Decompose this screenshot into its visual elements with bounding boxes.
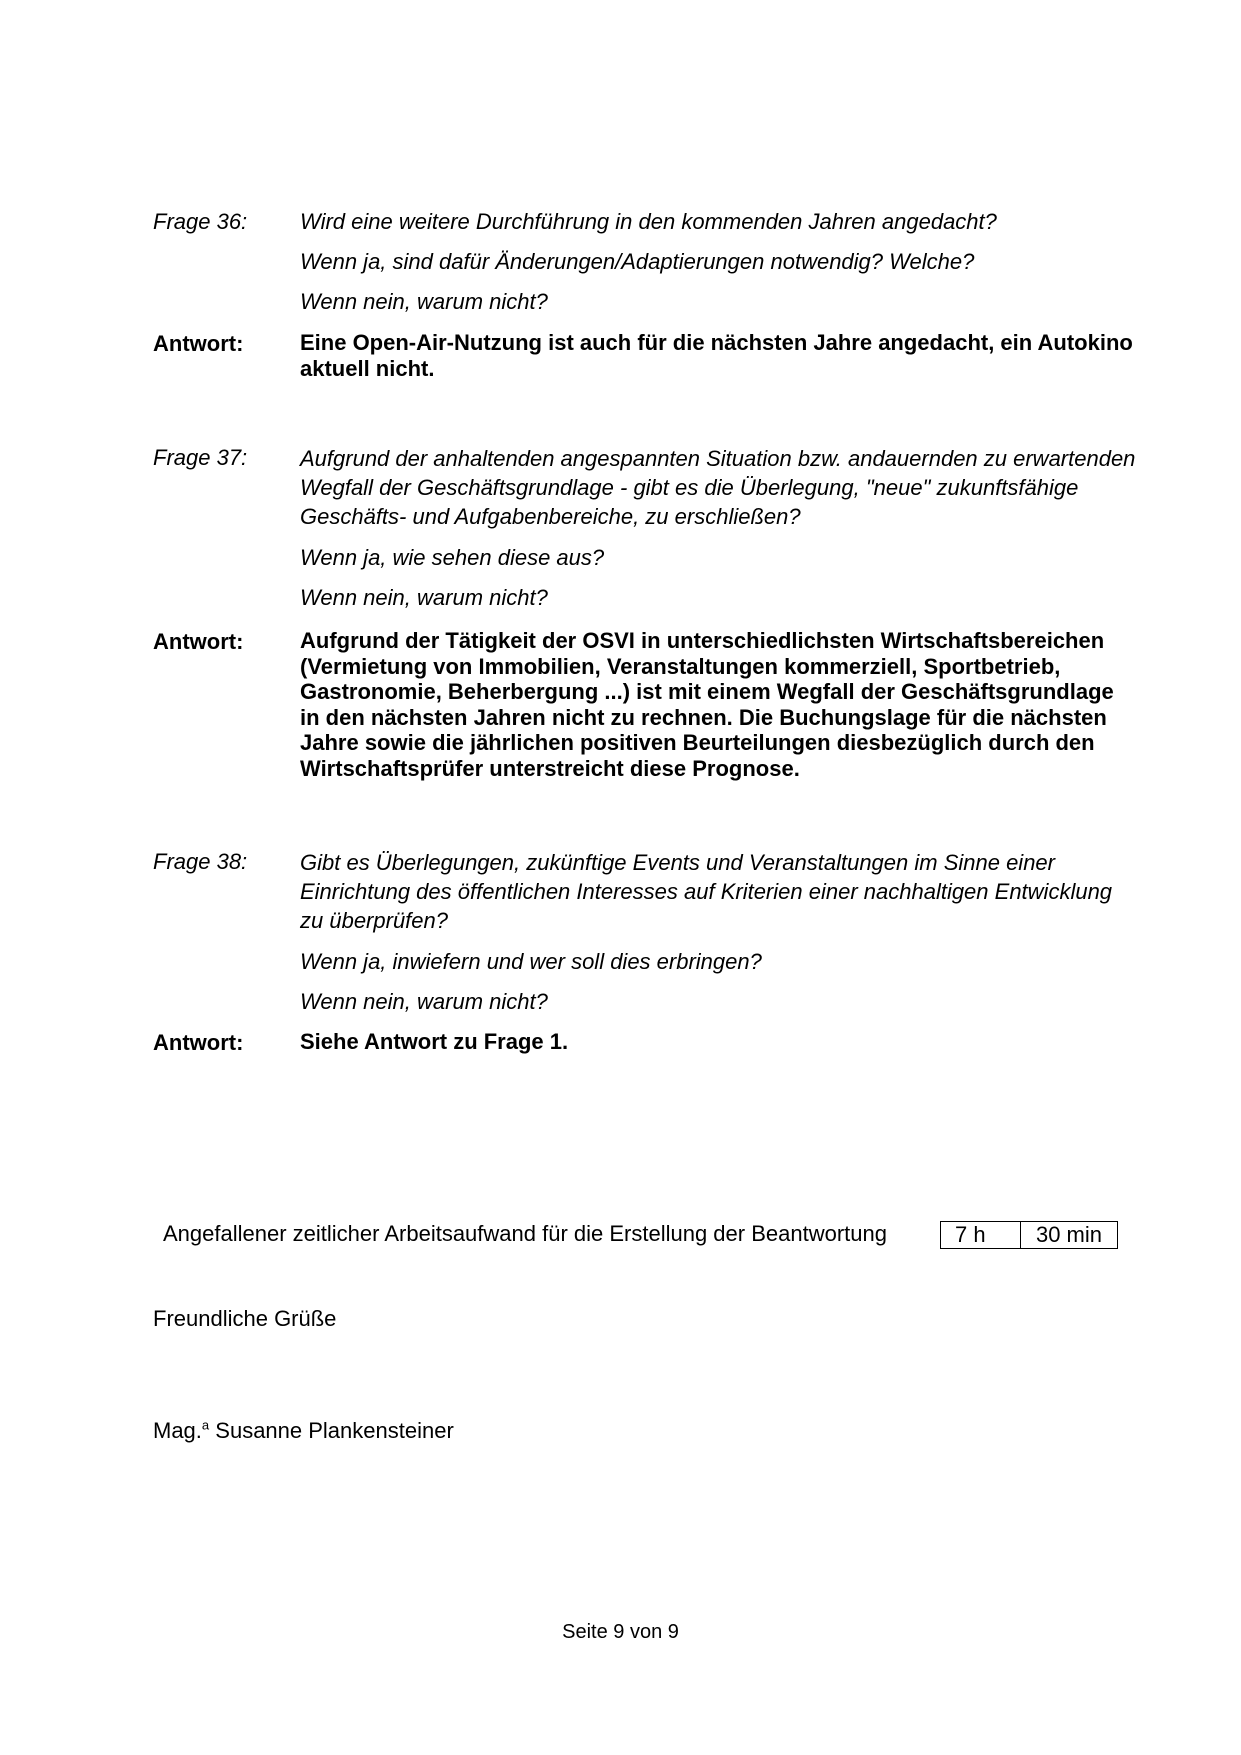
answer-row (153, 628, 1138, 781)
question-row (153, 444, 1138, 611)
signature-title-sup: a (201, 1417, 210, 1433)
question-text: Wird eine weitere Durchführung in den kommenden Jahren angedacht? (300, 209, 997, 234)
question-followup-no: Wenn nein, warum nicht? (300, 289, 548, 314)
effort-label: Angefallener zeitlicher Arbeitsaufwand für die Erstellung der Beantwortung (163, 1221, 887, 1246)
effort-minutes: 30 min (1035, 1222, 1103, 1247)
question-block-37 (153, 444, 1138, 781)
question-label: Frage 36: (153, 209, 248, 234)
signature-title: Mag. (153, 1418, 202, 1443)
question-followup-yes: Wenn ja, wie sehen diese aus? (300, 545, 605, 570)
greeting: Freundliche Grüße (153, 1306, 337, 1331)
answer-label: Antwort: (153, 1030, 244, 1055)
answer-row (153, 1029, 1138, 1055)
effort-table (940, 1221, 1118, 1249)
question-followup-no: Wenn nein, warum nicht? (300, 585, 548, 610)
signature-fullname: Susanne Plankensteiner (215, 1418, 454, 1443)
answer-text: Eine Open-Air-Nutzung ist auch für die nächsten Jahre angedacht, ein Autokino aktuell nicht. (300, 330, 1133, 381)
answer-text: Siehe Antwort zu Frage 1. (300, 1029, 569, 1054)
question-label: Frage 38: (153, 849, 248, 874)
effort-hours: 7 h (941, 1222, 1021, 1248)
signature-name (153, 1417, 454, 1444)
question-followup-yes: Wenn ja, inwiefern und wer soll dies erbringen? (300, 949, 762, 974)
question-followup-yes: Wenn ja, sind dafür Änderungen/Adaptierungen notwendig? Welche? (300, 249, 975, 274)
answer-label: Antwort: (153, 331, 244, 356)
question-row (153, 848, 1138, 1015)
answer-text: Aufgrund der Tätigkeit der OSVI in unterschiedlichsten Wirtschaftsbereichen (Vermietung von Immobilien, Veranstaltungen kommerziell, Sportbetrieb, Gastronomie, Beherbergung ...) ist mit einem Wegfall der Geschäftsgrundlage in den nächsten Jahren nicht zu rechnen. Die Buchungslage für die nächsten Jahre sowie die jährlichen positiven Beurteilungen diesbezüglich durch den Wirtschaftsprüfer unterstreicht diese Prognose. (300, 628, 1114, 781)
question-followup-no: Wenn nein, warum nicht? (300, 989, 548, 1014)
question-text: Aufgrund der anhaltenden angespannten Situation bzw. andauernden zu erwartenden Wegfall der Geschäftsgrundlage - gibt es die Überlegung, "neue" zukunftsfähige Geschäfts- und Aufgabenbereiche, zu erschließen? (300, 446, 1136, 529)
question-text: Gibt es Überlegungen, zukünftige Events und Veranstaltungen im Sinne einer Einrichtung des öffentlichen Interesses auf Kriterien einer nachhaltigen Entwicklung zu überprüfen? (300, 850, 1113, 933)
question-label: Frage 37: (153, 445, 248, 470)
page-number: Seite 9 von 9 (562, 1621, 679, 1643)
answer-row (153, 330, 1138, 381)
question-row (153, 208, 1138, 315)
question-block-38 (153, 848, 1138, 1055)
answer-label: Antwort: (153, 629, 244, 654)
question-block-36 (153, 208, 1138, 381)
